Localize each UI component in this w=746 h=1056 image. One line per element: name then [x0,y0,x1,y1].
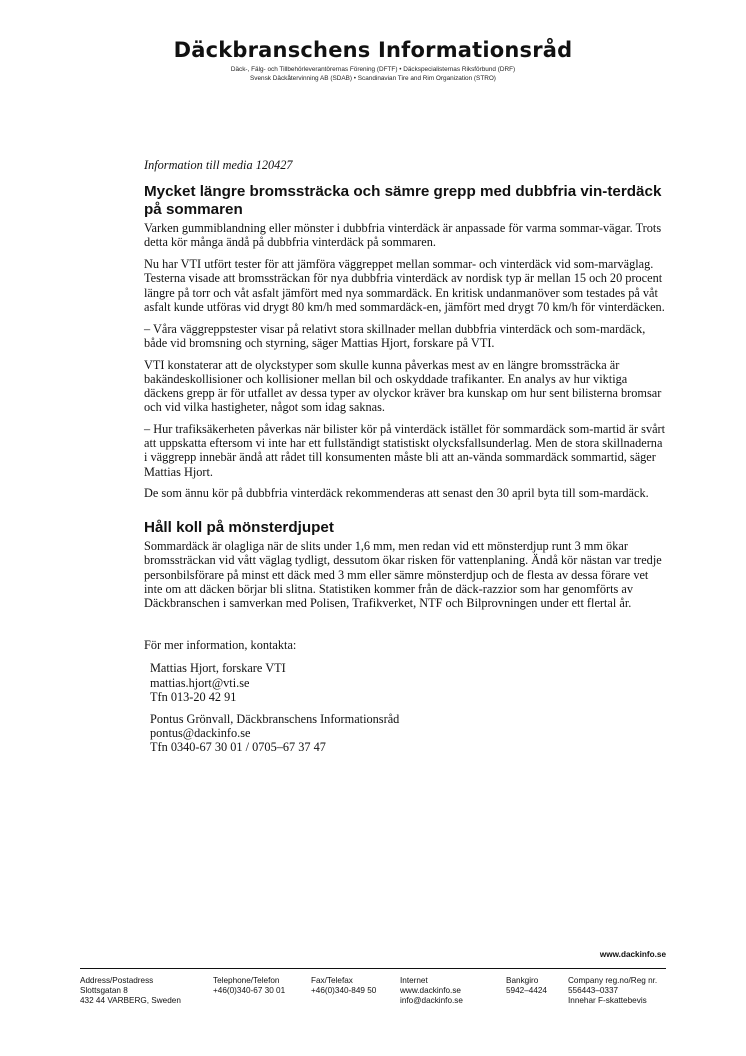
footer-company-regno: 556443–0337 [568,986,619,996]
contact-phone: Tfn 0340-67 30 01 / 0705–67 37 47 [150,740,326,755]
footer-internet-email[interactable]: info@dackinfo.se [400,996,463,1006]
footer-address-street: Slottsgatan 8 [80,986,128,996]
footer-telephone-label: Telephone/Telefon [213,976,280,985]
media-info-line: Information till media 120427 [144,158,293,172]
section-heading: Håll koll på mönsterdjupet [144,518,334,536]
member-organizations-line-1: Däck-, Fälg- och Tillbehörleverantörernas Förening (DFTF) • Däckspecialisternas Riksförbund (DRF) [230,66,516,73]
footer-fax-label: Fax/Telefax [311,976,353,985]
footer-internet-website[interactable]: www.dackinfo.se [400,986,461,996]
contact-person [150,712,666,755]
organization-name: Däckbranschens Informationsråd [173,38,573,62]
footer-bankgiro [506,976,547,996]
footer-fax-value: +46(0)340-849 50 [311,986,377,996]
contact-person [150,661,666,704]
footer-internet [400,976,463,1007]
press-release-body [144,158,666,763]
member-organizations-line-2: Svensk Däckåtervinning AB (SDAB) • Scandinavian Tire and Rim Organization (STRO) [250,75,496,82]
footer-internet-label: Internet [400,976,428,985]
body-paragraph: – Hur trafiksäkerheten påverkas när bilister kör på vinterdäck istället för sommardäck som-martid är svårt att uppskatta eftersom vi inte har ett fullständigt statistiskt olycksfallsunderlag. Men de stora skillnaderna i väggrepp innebär ändå att rådet till konsumenten måste bli att an-vända sommardäck sommartid, säger Mattias Hjort. [144,422,666,479]
body-paragraph: – Våra väggreppstester visar på relativt stora skillnader mellan dubbfria vinterdäck och som-mardäck, både vid bromsning och styrning, säger Mattias Hjort, forskare på VTI. [144,321,646,350]
section-paragraph: Sommardäck är olagliga när de slits under 1,6 mm, men redan vid ett mönsterdjup runt 3 mm ökar bromssträckan vid vått väglag tydligt, dessutom ökar risken för vattenplaning. Ändå kör nästan var tredje personbilsförare på minst ett däck med 3 mm eller sämre mönsterdjup och de flesta av dessa förare vet inte om att däcken börjar bli slitna. Statistiken kommer från de däck-razzior som har genomförts av Däckbranschen i samverkan med Polisen, Trafikverket, NTF och Bilprovningen under ett flertal år. [144,539,662,610]
contact-email[interactable]: mattias.hjort@vti.se [150,675,250,690]
footer-bankgiro-label: Bankgiro [506,976,539,985]
footer-bankgiro-value: 5942–4424 [506,986,547,996]
footer-company [568,976,657,1007]
body-paragraph: VTI konstaterar att de olyckstyper som skulle kunna påverkas mest av en längre bromssträcka är bakändeskollisioner och kollisioner mellan bil och oskyddade trafikanter. En analys av hur viktiga däckens grepp är för utfallet av dessa typer av olyckor kräver bra kunskap om hur sent bilisterna bromsar och vid vilka hastigheter, något som idag saknas. [144,357,662,415]
footer-company-label: Company reg.no/Reg nr. [568,976,658,985]
contact-section [144,638,666,754]
body-paragraph: De som ännu kör på dubbfria vinterdäck rekommenderas att senast den 30 april byta till som-mardäck. [144,486,649,501]
contact-intro: För mer information, kontakta: [144,638,297,653]
letterhead [0,38,746,83]
footer-fax [311,976,376,996]
body-paragraph: Nu har VTI utfört tester för att jämföra väggreppet mellan sommar- och vinterdäck vid som-marväglag. Testerna visade att bromssträckan för nya dubbfria vinterdäck av nordisk typ är mellan 15 och 20 procent längre på torr och våt asfalt jämfört med nya sommardäck. En kritisk undanmanöver som testades på våt asfalt kunde utföras vid drygt 80 km/h med sommardäck-en, jämfört med drygt 70 km/h för vinterdäcken. [144,257,665,314]
contact-name: Mattias Hjort, forskare VTI [150,661,286,676]
footer-address-city: 432 44 VARBERG, Sweden [80,996,181,1006]
footer-telephone [213,976,285,996]
footer-address-label: Address/Postadress [80,976,154,985]
footer-company-ftax: Innehar F-skattebevis [568,996,647,1006]
contact-email[interactable]: pontus@dackinfo.se [150,726,251,741]
press-release-title: Mycket längre bromssträcka och sämre grepp med dubbfria vin-terdäck på sommaren [144,183,662,218]
footer-telephone-value: +46(0)340-67 30 01 [213,986,286,996]
website-link[interactable]: www.dackinfo.se [599,950,666,959]
contact-name: Pontus Grönvall, Däckbranschens Informationsråd [150,711,400,726]
contact-phone: Tfn 013-20 42 91 [150,689,237,704]
body-paragraph: Varken gummiblandning eller mönster i dubbfria vinterdäck är anpassade för varma sommar-vägar. Trots detta kör många ändå på dubbfria vinterdäck på sommaren. [144,221,662,250]
footer-address [80,976,181,1007]
footer-divider [80,968,666,969]
